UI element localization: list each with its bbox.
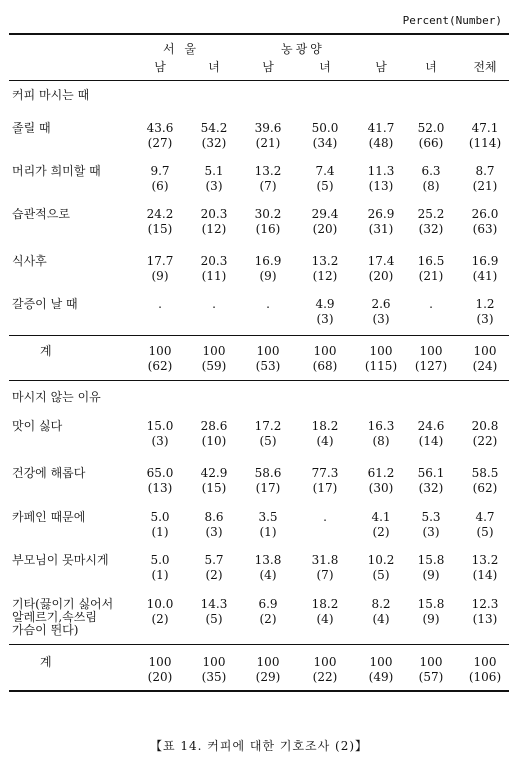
total-percent: 100 <box>419 344 443 358</box>
count-value: (12) <box>201 222 227 236</box>
total-count: (53) <box>255 359 281 373</box>
count-value: (4) <box>316 612 334 626</box>
percent-value: 20.3 <box>200 254 228 268</box>
count-value: (13) <box>368 179 394 193</box>
count-value: (8) <box>422 179 440 193</box>
column-header: 남 <box>262 60 274 74</box>
percent-value: 5.3 <box>421 510 441 524</box>
percent-value: 4.9 <box>315 297 335 311</box>
percent-value: 29.4 <box>311 207 339 221</box>
count-value: (10) <box>201 434 227 448</box>
count-value: (3) <box>205 179 223 193</box>
percent-value: 61.2 <box>367 466 395 480</box>
group-label-seoul: 서 울 <box>163 42 199 56</box>
percent-value: . <box>323 510 327 524</box>
count-value: (2) <box>259 612 277 626</box>
count-value: (16) <box>255 222 281 236</box>
percent-value: 47.1 <box>471 121 499 135</box>
count-value: (2) <box>151 612 169 626</box>
percent-value: 31.8 <box>311 553 339 567</box>
count-value: (7) <box>259 179 277 193</box>
total-count: (35) <box>201 670 227 684</box>
count-value: (21) <box>255 136 281 150</box>
total-count: (24) <box>472 359 498 373</box>
percent-value: 30.2 <box>254 207 282 221</box>
percent-value: 58.5 <box>471 466 499 480</box>
row-label: 건강에 해롭다 <box>12 466 86 480</box>
total-count: (115) <box>364 359 398 373</box>
count-value: (12) <box>312 269 338 283</box>
total-count: (127) <box>414 359 448 373</box>
count-value: (32) <box>418 481 444 495</box>
column-header: 전체 <box>473 60 497 74</box>
percent-value: 1.2 <box>475 297 495 311</box>
percent-value: . <box>212 297 216 311</box>
count-value: (15) <box>147 222 173 236</box>
percent-value: 8.7 <box>475 164 495 178</box>
column-header: 녀 <box>425 60 437 74</box>
count-value: (13) <box>472 612 498 626</box>
percent-value: 13.8 <box>254 553 282 567</box>
percent-value: 58.6 <box>254 466 282 480</box>
total-percent: 100 <box>313 655 337 669</box>
count-value: (5) <box>372 568 390 582</box>
percent-value: 2.6 <box>371 297 391 311</box>
count-value: (9) <box>259 269 277 283</box>
percent-value: 26.0 <box>471 207 499 221</box>
count-value: (66) <box>418 136 444 150</box>
count-value: (3) <box>372 312 390 326</box>
count-value: (21) <box>472 179 498 193</box>
percent-value: 5.0 <box>150 553 170 567</box>
total-count: (106) <box>468 670 502 684</box>
total-percent: 100 <box>202 344 226 358</box>
count-value: (17) <box>255 481 281 495</box>
percent-value: 65.0 <box>146 466 174 480</box>
count-value: (3) <box>205 525 223 539</box>
header-rule <box>9 80 509 81</box>
total-percent: 100 <box>419 655 443 669</box>
percent-value: . <box>158 297 162 311</box>
total-percent: 100 <box>473 655 497 669</box>
percent-value: 20.8 <box>471 419 499 433</box>
percent-value: 10.0 <box>146 597 174 611</box>
count-value: (30) <box>368 481 394 495</box>
count-value: (6) <box>151 179 169 193</box>
percent-value: 13.2 <box>254 164 282 178</box>
unit-label: Percent(Number) <box>402 14 502 27</box>
total-percent: 100 <box>148 655 172 669</box>
total-percent: 100 <box>148 344 172 358</box>
group-label-gwangyang: 농광양 <box>281 42 325 56</box>
total-count: (68) <box>312 359 338 373</box>
total-count: (59) <box>201 359 227 373</box>
percent-value: 20.3 <box>200 207 228 221</box>
percent-value: 77.3 <box>311 466 339 480</box>
count-value: (21) <box>418 269 444 283</box>
percent-value: 6.9 <box>258 597 278 611</box>
percent-value: 15.0 <box>146 419 174 433</box>
column-header: 남 <box>375 60 387 74</box>
percent-value: 10.2 <box>367 553 395 567</box>
section-title: 커피 마시는 때 <box>12 88 90 102</box>
count-value: (4) <box>372 612 390 626</box>
table-caption: 【표 14. 커피에 대한 기호조사 (2)】 <box>149 739 369 753</box>
row-label: 가슴이 뛴다) <box>12 623 79 637</box>
count-value: (2) <box>205 568 223 582</box>
percent-value: 8.6 <box>204 510 224 524</box>
percent-value: 50.0 <box>311 121 339 135</box>
percent-value: . <box>266 297 270 311</box>
percent-value: 52.0 <box>417 121 445 135</box>
percent-value: 16.3 <box>367 419 395 433</box>
total-count: (49) <box>368 670 394 684</box>
percent-value: 39.6 <box>254 121 282 135</box>
row-label: 식사후 <box>12 254 47 268</box>
count-value: (48) <box>368 136 394 150</box>
total-count: (20) <box>147 670 173 684</box>
row-label: 카페인 때문에 <box>12 510 86 524</box>
total-count: (62) <box>147 359 173 373</box>
count-value: (8) <box>372 434 390 448</box>
percent-value: 11.3 <box>367 164 395 178</box>
percent-value: 5.0 <box>150 510 170 524</box>
count-value: (4) <box>259 568 277 582</box>
row-label: 기타(끓이기 싫어서 <box>12 597 114 611</box>
total-top-rule <box>9 644 509 645</box>
row-label: 졸릴 때 <box>12 121 51 135</box>
count-value: (27) <box>147 136 173 150</box>
count-value: (1) <box>151 568 169 582</box>
count-value: (4) <box>316 434 334 448</box>
row-label: 갈증이 날 때 <box>12 297 78 311</box>
count-value: (34) <box>312 136 338 150</box>
count-value: (20) <box>368 269 394 283</box>
top-rule <box>9 33 509 35</box>
percent-value: 4.7 <box>475 510 495 524</box>
row-label: 머리가 희미할 때 <box>12 164 101 178</box>
total-percent: 100 <box>202 655 226 669</box>
percent-value: 13.2 <box>471 553 499 567</box>
percent-value: 26.9 <box>367 207 395 221</box>
section-title: 마시지 않는 이유 <box>12 390 101 404</box>
count-value: (5) <box>259 434 277 448</box>
percent-value: 42.9 <box>200 466 228 480</box>
section-end-rule <box>9 690 509 692</box>
count-value: (9) <box>422 612 440 626</box>
percent-value: 16.5 <box>417 254 445 268</box>
percent-value: 4.1 <box>371 510 391 524</box>
count-value: (41) <box>472 269 498 283</box>
count-value: (3) <box>422 525 440 539</box>
percent-value: 24.2 <box>146 207 174 221</box>
count-value: (31) <box>368 222 394 236</box>
count-value: (13) <box>147 481 173 495</box>
count-value: (9) <box>151 269 169 283</box>
percent-value: . <box>429 297 433 311</box>
count-value: (3) <box>316 312 334 326</box>
count-value: (32) <box>201 136 227 150</box>
row-label: 습관적으로 <box>12 207 70 221</box>
count-value: (114) <box>468 136 502 150</box>
count-value: (5) <box>205 612 223 626</box>
total-percent: 100 <box>313 344 337 358</box>
count-value: (3) <box>151 434 169 448</box>
percent-value: 7.4 <box>315 164 335 178</box>
total-percent: 100 <box>369 655 393 669</box>
count-value: (15) <box>201 481 227 495</box>
count-value: (1) <box>259 525 277 539</box>
count-value: (62) <box>472 481 498 495</box>
count-value: (32) <box>418 222 444 236</box>
count-value: (20) <box>312 222 338 236</box>
count-value: (2) <box>372 525 390 539</box>
row-label: 부모님이 못마시게 <box>12 553 109 567</box>
total-percent: 100 <box>256 655 280 669</box>
percent-value: 17.7 <box>146 254 174 268</box>
count-value: (22) <box>472 434 498 448</box>
total-count: (29) <box>255 670 281 684</box>
percent-value: 28.6 <box>200 419 228 433</box>
percent-value: 5.7 <box>204 553 224 567</box>
percent-value: 43.6 <box>146 121 174 135</box>
percent-value: 54.2 <box>200 121 228 135</box>
percent-value: 9.7 <box>150 164 170 178</box>
count-value: (11) <box>201 269 227 283</box>
percent-value: 3.5 <box>258 510 278 524</box>
column-header: 녀 <box>319 60 331 74</box>
percent-value: 17.4 <box>367 254 395 268</box>
total-percent: 100 <box>369 344 393 358</box>
percent-value: 8.2 <box>371 597 391 611</box>
percent-value: 6.3 <box>421 164 441 178</box>
percent-value: 56.1 <box>417 466 445 480</box>
count-value: (17) <box>312 481 338 495</box>
percent-value: 14.3 <box>200 597 228 611</box>
percent-value: 12.3 <box>471 597 499 611</box>
total-count: (57) <box>418 670 444 684</box>
percent-value: 41.7 <box>367 121 395 135</box>
percent-value: 15.8 <box>417 553 445 567</box>
percent-value: 24.6 <box>417 419 445 433</box>
percent-value: 17.2 <box>254 419 282 433</box>
count-value: (3) <box>476 312 494 326</box>
total-top-rule <box>9 335 509 336</box>
count-value: (9) <box>422 568 440 582</box>
percent-value: 16.9 <box>471 254 499 268</box>
count-value: (14) <box>472 568 498 582</box>
column-header: 녀 <box>208 60 220 74</box>
percent-value: 5.1 <box>204 164 224 178</box>
percent-value: 16.9 <box>254 254 282 268</box>
total-label: 계 <box>40 344 52 358</box>
percent-value: 18.2 <box>311 419 339 433</box>
count-value: (63) <box>472 222 498 236</box>
total-percent: 100 <box>473 344 497 358</box>
percent-value: 25.2 <box>417 207 445 221</box>
percent-value: 18.2 <box>311 597 339 611</box>
count-value: (7) <box>316 568 334 582</box>
percent-value: 15.8 <box>417 597 445 611</box>
count-value: (1) <box>151 525 169 539</box>
total-label: 계 <box>40 655 52 669</box>
count-value: (14) <box>418 434 444 448</box>
total-count: (22) <box>312 670 338 684</box>
row-label: 알레르기,속쓰림 <box>12 610 97 624</box>
column-header: 남 <box>154 60 166 74</box>
percent-value: 13.2 <box>311 254 339 268</box>
count-value: (5) <box>316 179 334 193</box>
total-percent: 100 <box>256 344 280 358</box>
row-label: 맛이 싫다 <box>12 419 63 433</box>
count-value: (5) <box>476 525 494 539</box>
section-end-rule <box>9 380 509 381</box>
